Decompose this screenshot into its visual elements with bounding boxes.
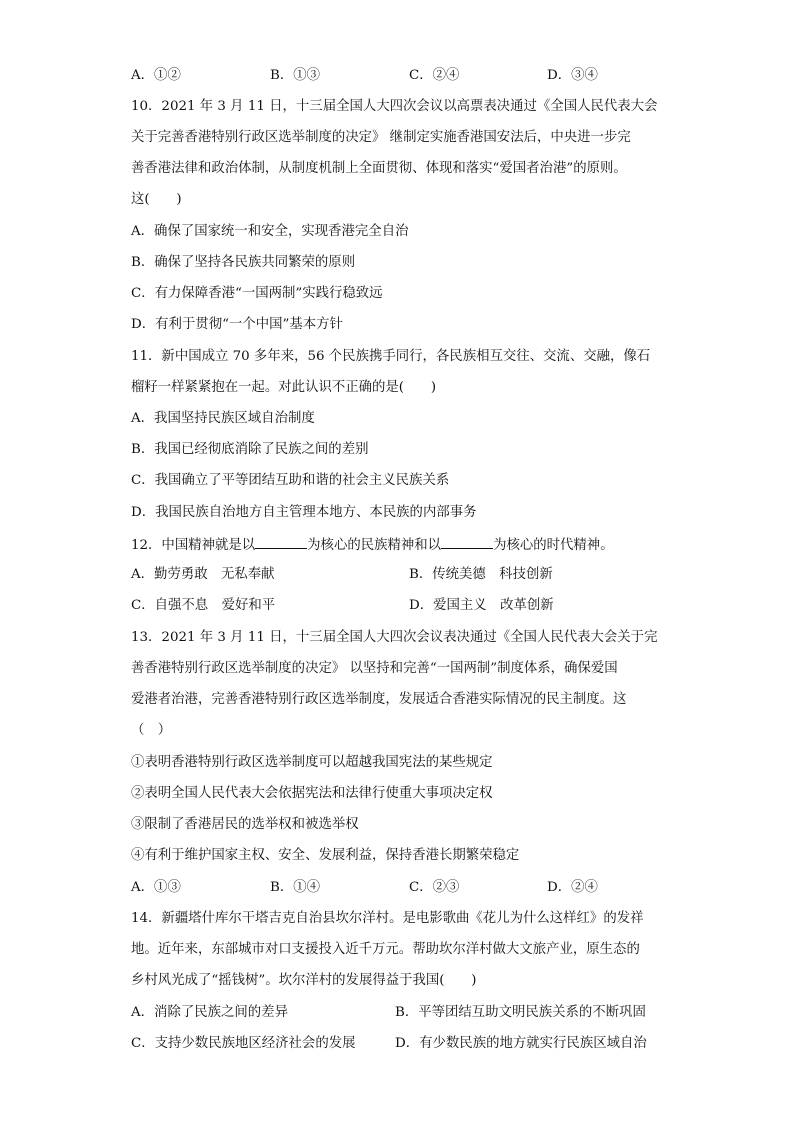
q13-stem-line: 13．2021 年 3 月 11 日，十三届全国人大四次会议表决通过《全国人民代表大会关于完 — [131, 630, 658, 645]
q14-option-d[interactable]: D．有少数民族的地方就实行民族区域自治 — [395, 1036, 647, 1051]
q13-stem-line: 爱港者治港，完善香港特别行政区选举制度，发展适合香港实际情况的民主制度。这 — [131, 692, 627, 707]
q12-option-b[interactable]: B．传统美德 科技创新 — [409, 567, 553, 582]
q13-stem-line: 善香港特别行政区选举制度的决定》 以坚持和完善“一国两制”制度体系，确保爱国 — [131, 661, 618, 676]
q10-option-a[interactable]: A．确保了国家统一和安全，实现香港完全自治 — [131, 224, 409, 239]
q10-stem-line: 10．2021 年 3 月 11 日，十三届全国人大四次会议以高票表决通过《全国人民代表大会 — [131, 99, 658, 114]
q10-stem-line: 这( ) — [131, 192, 182, 207]
q13-option-b[interactable]: B．①④ — [270, 880, 321, 895]
q12-options-row — [131, 566, 691, 584]
q13-statement: ④有利于维护国家主权、安全、发展利益，保持香港长期繁荣稳定 — [131, 848, 520, 863]
q13-statement: ①表明香港特别行政区选举制度可以超越我国宪法的某些规定 — [131, 755, 493, 770]
q9-option-d[interactable]: D．③④ — [547, 68, 598, 83]
q10-stem-line: 关于完善香港特别行政区选举制度的决定》 继制定实施香港国安法后，中央进一步完 — [131, 130, 631, 145]
q14-options-row — [131, 1035, 691, 1053]
q13-statement: ②表明全国人民代表大会依据宪法和法律行使重大事项决定权 — [131, 786, 493, 801]
q12-option-d[interactable]: D．爱国主义 改革创新 — [409, 598, 554, 613]
q12-options-row — [131, 597, 691, 615]
q14-option-a[interactable]: A．消除了民族之间的差异 — [131, 1005, 288, 1020]
q11-option-a[interactable]: A．我国坚持民族区域自治制度 — [131, 411, 315, 426]
q12-stem-prefix: 12．中国精神就是以 — [131, 538, 256, 553]
q14-option-b[interactable]: B．平等团结互助文明民族关系的不断巩固 — [395, 1005, 646, 1020]
q14-stem-line: 地。近年来，东部城市对口支援投入近千万元。帮助坎尔洋村做大文旅产业，原生态的 — [131, 942, 640, 957]
q9-option-c[interactable]: C．②④ — [409, 68, 460, 83]
q11-stem-line: 11．新中国成立 70 多年来，56 个民族携手同行，各民族相互交往、交流、交融，像石 — [131, 349, 651, 364]
q12-option-c[interactable]: C．自强不息 爱好和平 — [131, 598, 276, 613]
q10-option-d[interactable]: D．有利于贯彻“一个中国”基本方针 — [131, 317, 343, 332]
q14-options-row — [131, 1004, 691, 1022]
q12-stem-middle: 为核心的民族精神和以 — [307, 538, 442, 553]
q13-options — [131, 879, 691, 897]
q12-option-a[interactable]: A．勤劳勇敢 无私奉献 — [131, 567, 275, 582]
q10-stem-line: 善香港法律和政治体制，从制度机制上全面贯彻、体现和落实“爱国者治港”的原则。 — [131, 161, 627, 176]
q12-blank-2[interactable] — [441, 535, 493, 549]
q11-option-b[interactable]: B．我国已经彻底消除了民族之间的差别 — [131, 442, 369, 457]
q14-stem-line: 14．新疆塔什库尔干塔吉克自治县坎尔洋村。是电影歌曲《花儿为什么这样红》的发祥 — [131, 911, 644, 926]
q13-option-a[interactable]: A．①③ — [131, 880, 181, 895]
q9-options — [131, 67, 691, 85]
q10-option-c[interactable]: C．有力保障香港“一国两制”实践行稳致远 — [131, 286, 383, 301]
q14-stem-line: 乡村风光成了“摇钱树”。坎尔洋村的发展得益于我国( ) — [131, 973, 477, 988]
q9-option-b[interactable]: B．①③ — [270, 68, 321, 83]
q13-statement: ③限制了香港居民的选举权和被选举权 — [131, 817, 359, 832]
q11-option-d[interactable]: D．我国民族自治地方自主管理本地方、本民族的内部事务 — [131, 505, 477, 520]
q13-option-d[interactable]: D．②④ — [547, 880, 598, 895]
q9-option-a[interactable]: A．①② — [131, 68, 181, 83]
q12-stem-suffix: 为核心的时代精神。 — [493, 538, 614, 553]
q13-option-c[interactable]: C．②③ — [409, 880, 460, 895]
q12-stem — [131, 535, 614, 555]
q10-option-b[interactable]: B．确保了坚持各民族共同繁荣的原则 — [131, 255, 356, 270]
q14-option-c[interactable]: C．支持少数民族地区经济社会的发展 — [131, 1036, 356, 1051]
q11-stem-line: 榴籽一样紧紧抱在一起。对此认识不正确的是( ) — [131, 380, 437, 395]
q13-stem-line: （ ） — [131, 723, 172, 738]
q12-blank-1[interactable] — [255, 535, 307, 549]
q11-option-c[interactable]: C．我国确立了平等团结互助和谐的社会主义民族关系 — [131, 473, 450, 488]
